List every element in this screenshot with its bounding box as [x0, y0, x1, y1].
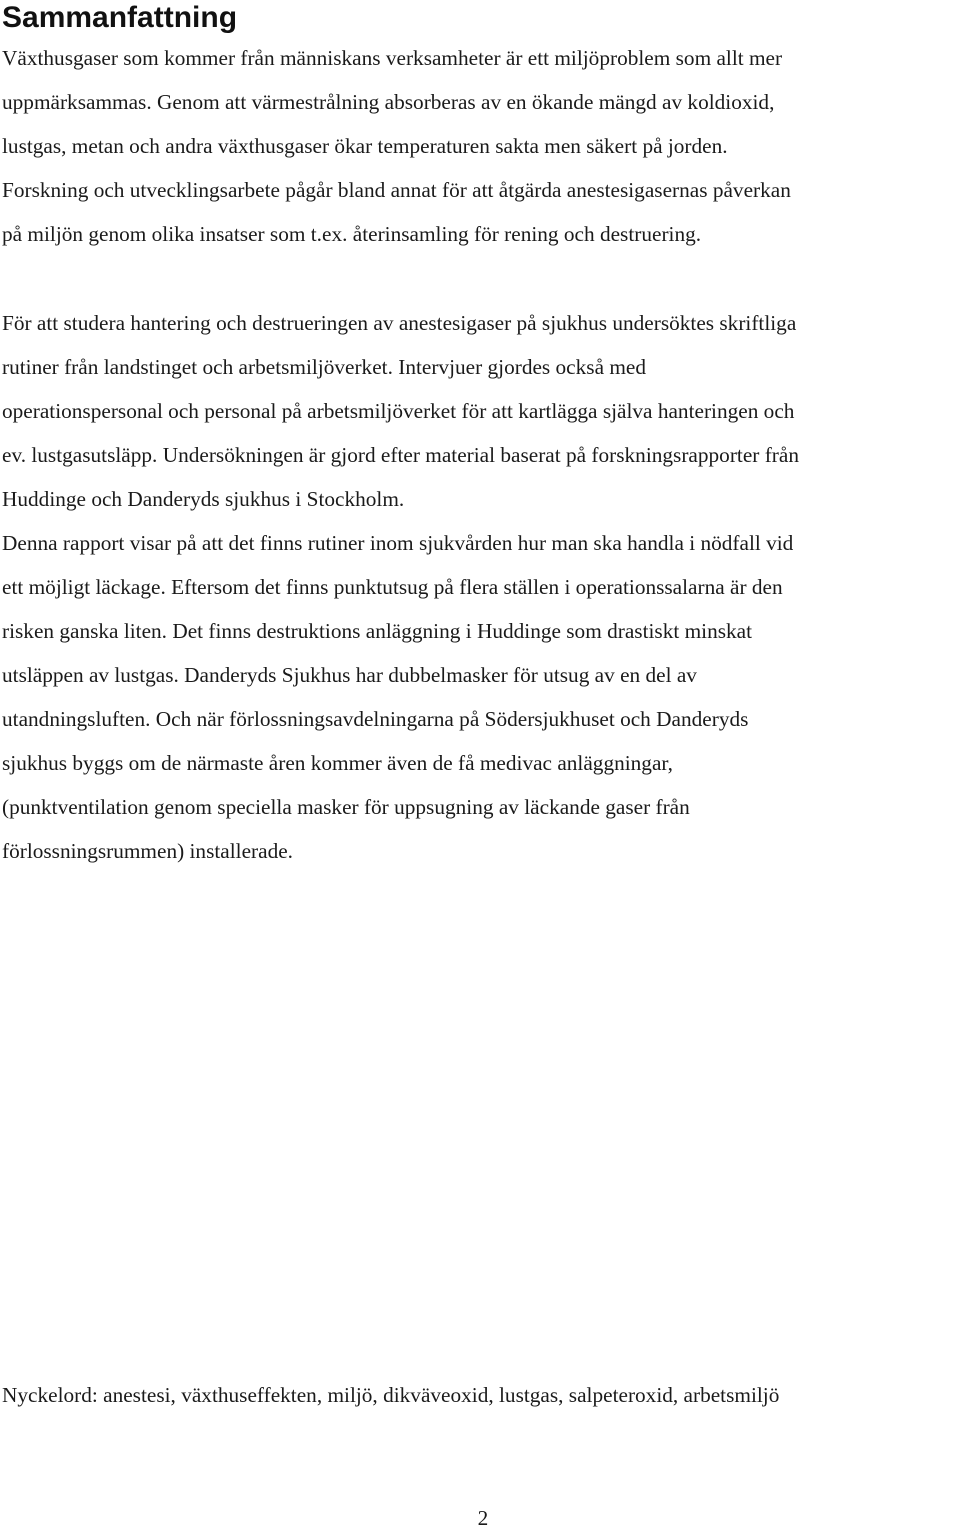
page-number: 2 — [477, 1506, 489, 1530]
keywords-line: Nyckelord: anestesi, växthuseffekten, miljö, dikväveoxid, lustgas, salpeteroxid, arbetsmiljö — [2, 1383, 780, 1407]
text-line: lustgas, metan och andra växthusgaser ökar temperaturen sakta men säkert på jorden. — [2, 134, 728, 158]
text-line: (punktventilation genom speciella masker för uppsugning av läckande gaser från — [2, 795, 690, 819]
text-line: Denna rapport visar på att det finns rutiner inom sjukvården hur man ska handla i nödfall vid — [2, 531, 794, 555]
summary-paragraph-2 — [2, 301, 958, 873]
section-heading: Sammanfattning — [2, 1, 238, 34]
text-line: Växthusgaser som kommer från människans verksamheter är ett miljöproblem som allt mer — [2, 46, 783, 70]
summary-paragraph-1 — [2, 36, 958, 256]
text-line: på miljön genom olika insatser som t.ex. återinsamling för rening och destruering. — [2, 222, 702, 246]
text-line: rutiner från landstinget och arbetsmiljöverket. Intervjuer gjordes också med — [2, 355, 647, 379]
text-line: uppmärksammas. Genom att värmestrålning absorberas av en ökande mängd av koldioxid, — [2, 90, 775, 114]
text-line: utsläppen av lustgas. Danderyds Sjukhus har dubbelmasker för utsug av en del av — [2, 663, 697, 687]
text-line: ett möjligt läckage. Eftersom det finns punktutsug på flera ställen i operationssalarna är den — [2, 575, 783, 599]
text-line: risken ganska liten. Det finns destruktions anläggning i Huddinge som drastiskt minskat — [2, 619, 753, 643]
text-line: Huddinge och Danderyds sjukhus i Stockholm. — [2, 487, 405, 511]
text-line: förlossningsrummen) installerade. — [2, 839, 293, 863]
text-line: Forskning och utvecklingsarbete pågår bland annat för att åtgärda anestesigasernas påverkan — [2, 178, 791, 202]
text-line: För att studera hantering och destrueringen av anestesigaser på sjukhus undersöktes skriftliga — [2, 311, 797, 335]
text-line: sjukhus byggs om de närmaste åren kommer även de få medivac anläggningar, — [2, 751, 673, 775]
text-line: utandningsluften. Och när förlossningsavdelningarna på Södersjukhuset och Danderyds — [2, 707, 749, 731]
text-line: ev. lustgasutsläpp. Undersökningen är gjord efter material baserat på forskningsrapporter från — [2, 443, 799, 467]
text-line: operationspersonal och personal på arbetsmiljöverket för att kartlägga själva hanteringen och — [2, 399, 795, 423]
